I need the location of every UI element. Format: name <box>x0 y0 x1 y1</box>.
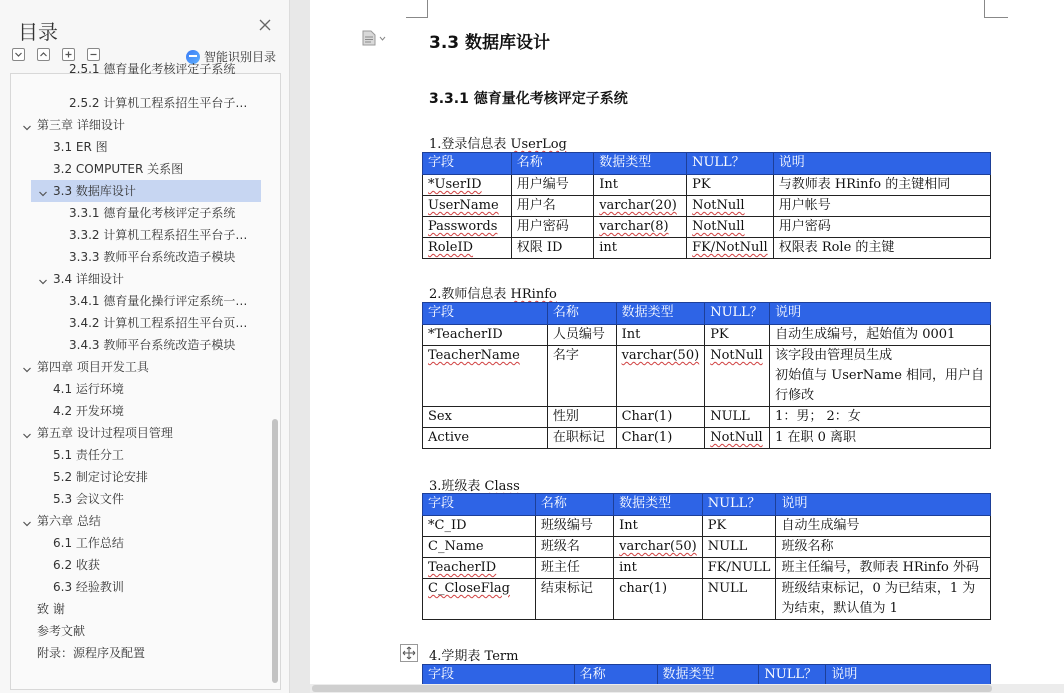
table-caption-term: 4.学期表 Term <box>429 649 519 664</box>
table-row <box>423 428 991 449</box>
table-cell <box>773 175 990 196</box>
toc-item-label: 第五章 设计过程项目管理 <box>37 426 173 440</box>
cell-text: NotNull <box>710 430 763 445</box>
horizontal-scrollbar-thumb[interactable] <box>312 685 992 692</box>
chevron-down-icon[interactable] <box>21 515 33 527</box>
table-cell <box>705 325 770 346</box>
column-header: 说明 <box>826 665 991 687</box>
table-row <box>423 346 991 407</box>
table-cell <box>776 558 991 579</box>
cell-text: 用户名 <box>516 198 556 213</box>
toc-item[interactable] <box>11 290 269 312</box>
cell-text: char(1) <box>619 581 668 596</box>
chevron-down-icon[interactable] <box>21 361 33 373</box>
cell-text: NotNull <box>710 348 763 363</box>
toc-item[interactable] <box>11 62 269 92</box>
table-row <box>423 238 991 259</box>
table-cell <box>773 196 990 217</box>
collapse-all-icon[interactable] <box>37 48 50 61</box>
table-cell <box>423 407 548 428</box>
toc-item-label: 3.3.3 教师平台系统改造子模块 <box>69 250 236 264</box>
cell-text: Char(1) <box>621 430 673 445</box>
toc-item[interactable] <box>11 422 269 444</box>
toc-item-label: 3.3 数据库设计 <box>53 184 136 198</box>
column-header: 数据类型 <box>616 303 705 325</box>
cell-text: RoleID <box>428 240 474 255</box>
toc-item-label: 2.5.2 计算机工程系招生平台子… <box>69 96 248 110</box>
toc-item[interactable] <box>11 642 269 664</box>
cell-text: PK <box>692 177 711 192</box>
table-cell <box>616 346 705 407</box>
cell-text: 用户帐号 <box>778 198 831 213</box>
cell-text: Sex <box>428 409 452 424</box>
document-page[interactable] <box>310 0 1064 693</box>
toc-item[interactable] <box>11 488 269 510</box>
cell-text: 结束标记 <box>540 581 593 596</box>
page-gutter <box>290 0 310 693</box>
cell-text: Active <box>428 430 470 445</box>
cell-text: Int <box>621 327 641 342</box>
cell-text: 1 在职 0 离职 <box>775 430 857 445</box>
cell-text: 用户密码 <box>516 219 569 234</box>
cell-text: 班级编号 <box>540 518 593 533</box>
toc-item-label: 5.2 制定讨论安排 <box>53 470 148 484</box>
table-cell <box>511 238 593 259</box>
table-cell <box>616 428 705 449</box>
toc-item-label: 3.4.2 计算机工程系招生平台页… <box>69 316 248 330</box>
table-cell <box>535 516 613 537</box>
table-cell <box>614 558 703 579</box>
column-header: 名称 <box>547 303 616 325</box>
toc-item-label: 6.3 经验教训 <box>53 580 124 594</box>
table-cell <box>511 175 593 196</box>
chevron-down-icon[interactable] <box>21 427 33 439</box>
table-cell <box>776 516 991 537</box>
toc-item-label: 3.3.2 计算机工程系招生平台子… <box>69 228 248 242</box>
cell-text: *TeacherID <box>428 327 503 342</box>
cell-text: NULL <box>707 581 748 596</box>
toc-panel-title: 目录 <box>18 20 58 44</box>
cell-text: Int <box>619 518 638 533</box>
column-header: 名称 <box>535 494 613 516</box>
table-cell <box>705 428 770 449</box>
table-cell <box>770 325 991 346</box>
table-caption-userlog: 1.登录信息表 UserLog <box>429 137 567 152</box>
table-row <box>423 175 991 196</box>
toc-item[interactable] <box>11 136 269 158</box>
toc-item-label: 4.2 开发环境 <box>53 404 124 418</box>
cell-text: 用户密码 <box>778 219 831 234</box>
cell-text: 权限表 Role 的主键 <box>778 240 895 255</box>
column-header: 说明 <box>773 153 990 175</box>
table-cell <box>616 325 705 346</box>
toc-item[interactable] <box>11 334 269 356</box>
table-cell <box>535 579 613 620</box>
cell-text: NotNull <box>692 219 745 234</box>
table-cell <box>702 516 776 537</box>
toc-item-label: 2.5.1 德育量化考核评定子系统 <box>69 62 236 76</box>
toc-item[interactable] <box>11 400 269 422</box>
table-cell <box>687 175 774 196</box>
table-cell <box>423 238 512 259</box>
cell-text: 班级名 <box>540 539 580 554</box>
table-cell <box>687 196 774 217</box>
toc-item-label: 3.3.1 德育量化考核评定子系统 <box>69 206 236 220</box>
toc-item-label: 致 谢 <box>37 602 65 616</box>
table-cell <box>770 407 991 428</box>
toc-item[interactable] <box>11 576 269 598</box>
column-header: 说明 <box>770 303 991 325</box>
table-cell <box>776 579 991 620</box>
toc-item[interactable] <box>11 114 269 136</box>
cell-text: PK <box>707 518 727 533</box>
toc-item[interactable] <box>11 202 269 224</box>
table-cell <box>702 579 776 620</box>
column-header: 字段 <box>423 303 548 325</box>
table-caption-class: 3.班级表 Class <box>429 479 520 494</box>
table-cell <box>594 196 687 217</box>
class-table <box>422 493 991 620</box>
toc-item[interactable] <box>11 246 269 268</box>
table-row <box>423 407 991 428</box>
table-cell <box>547 346 616 407</box>
column-header: 字段 <box>423 494 536 516</box>
crop-mark-right <box>984 0 1008 18</box>
cell-text: *UserID <box>428 177 482 192</box>
column-header: NULL？ <box>702 494 776 516</box>
table-caption-hrinfo: 2.教师信息表 HRinfo <box>429 287 557 302</box>
toc-item-label: 3.4.3 教师平台系统改造子模块 <box>69 338 236 352</box>
table-cell <box>423 428 548 449</box>
cell-text: 名字 <box>552 348 579 363</box>
cell-text: 自动生成编号 <box>781 518 860 533</box>
table-cell <box>773 238 990 259</box>
horizontal-scrollbar[interactable] <box>310 684 1064 693</box>
cell-text: UserName <box>428 198 499 213</box>
cell-text: PK <box>710 327 729 342</box>
paragraph-menu[interactable] <box>362 30 386 46</box>
toc-item-label: 第四章 项目开发工具 <box>37 360 149 374</box>
table-cell <box>614 579 703 620</box>
cell-text: *C_ID <box>428 518 467 533</box>
cell-text: 在职标记 <box>552 430 605 445</box>
column-header: NULL？ <box>759 665 826 687</box>
table-cell <box>770 346 991 407</box>
crop-mark-left <box>406 0 428 18</box>
table-row <box>423 558 991 579</box>
cell-text: varchar(50) <box>619 539 697 554</box>
table-cell <box>547 325 616 346</box>
toc-item-label: 第六章 总结 <box>37 514 101 528</box>
toc-scrollbar[interactable] <box>272 419 278 683</box>
column-header: 说明 <box>776 494 991 516</box>
table-cell <box>511 217 593 238</box>
toc-item[interactable] <box>11 268 269 290</box>
column-header: 字段 <box>423 665 575 687</box>
table-cell <box>773 217 990 238</box>
cell-text: C_Name <box>428 539 484 554</box>
toc-item[interactable] <box>11 554 269 576</box>
table-move-handle[interactable] <box>400 644 418 662</box>
table-row <box>423 325 991 346</box>
table-row <box>423 537 991 558</box>
table-cell <box>423 516 536 537</box>
table-cell <box>770 428 991 449</box>
table-cell <box>535 558 613 579</box>
cell-text: 该字段由管理员生成 初始值与 UserName 相同，用户自行修改 <box>775 348 985 403</box>
table-cell <box>614 516 703 537</box>
table-cell <box>547 407 616 428</box>
table-cell <box>423 325 548 346</box>
cell-text: int <box>619 560 637 575</box>
smart-toc-label: 智能识别目录 <box>204 50 277 64</box>
hrinfo-table <box>422 302 991 449</box>
column-header: 数据类型 <box>594 153 687 175</box>
section-heading: 3.3 数据库设计 <box>429 33 551 53</box>
toc-item[interactable] <box>11 224 269 246</box>
cell-text: 性别 <box>552 409 579 424</box>
toc-item-label: 3.2 COMPUTER 关系图 <box>53 162 184 176</box>
toc-item-label: 参考文献 <box>37 624 86 638</box>
table-cell <box>687 238 774 259</box>
document-icon <box>362 30 376 46</box>
table-cell <box>594 238 687 259</box>
cell-text: 权限 ID <box>516 240 563 255</box>
chevron-down-icon[interactable] <box>37 273 49 285</box>
column-header: 字段 <box>423 153 512 175</box>
toc-item[interactable] <box>11 312 269 334</box>
table-cell <box>702 537 776 558</box>
table-cell <box>535 537 613 558</box>
table-cell <box>702 558 776 579</box>
cell-text: NotNull <box>692 198 745 213</box>
toc-item-label: 3.4 详细设计 <box>53 272 124 286</box>
toc-item[interactable] <box>11 532 269 554</box>
cell-text: 班级结束标记，0 为已结束，1 为为结束，默认值为 1 <box>781 581 976 616</box>
cell-text: C_CloseFlag <box>428 581 510 596</box>
table-cell <box>423 175 512 196</box>
chevron-down-icon <box>379 36 386 41</box>
column-header: 数据类型 <box>614 494 703 516</box>
table-cell <box>423 579 536 620</box>
chevron-down-icon[interactable] <box>37 185 49 197</box>
toc-item[interactable] <box>11 444 269 466</box>
cell-text: int <box>599 240 617 255</box>
cell-text: 用户编号 <box>516 177 569 192</box>
toc-item-label: 附录：源程序及配置 <box>37 646 146 660</box>
table-row <box>423 516 991 537</box>
toc-item[interactable] <box>11 620 269 642</box>
column-header: NULL？ <box>705 303 770 325</box>
toc-item[interactable] <box>11 356 269 378</box>
table-row <box>423 579 991 620</box>
move-arrows-icon <box>402 646 416 660</box>
table-cell <box>423 537 536 558</box>
cell-text: varchar(20) <box>599 198 677 213</box>
cell-text: Passwords <box>428 219 498 234</box>
toc-item[interactable] <box>11 466 269 488</box>
column-header: NULL？ <box>687 153 774 175</box>
cell-text: NULL <box>707 539 748 554</box>
toc-item-label: 3.1 ER 图 <box>53 140 108 154</box>
toc-item[interactable] <box>11 598 269 620</box>
cell-text: 班主任 <box>540 560 580 575</box>
cell-text: Int <box>599 177 618 192</box>
toc-item-label: 6.1 工作总结 <box>53 536 124 550</box>
table-cell <box>705 346 770 407</box>
cell-text: 与教师表 HRinfo 的主键相同 <box>778 177 951 192</box>
cell-text: Char(1) <box>621 409 673 424</box>
toc-panel <box>0 0 290 693</box>
cell-text: FK/NotNull <box>692 240 768 255</box>
table-cell <box>511 196 593 217</box>
chevron-down-icon[interactable] <box>21 119 33 131</box>
cell-text: 自动生成编号，起始值为 0001 <box>775 327 956 342</box>
subsection-heading: 3.3.1 德育量化考核评定子系统 <box>429 91 628 107</box>
toc-item[interactable] <box>11 158 269 180</box>
table-cell <box>594 217 687 238</box>
toc-item-label: 5.1 责任分工 <box>53 448 124 462</box>
userlog-table <box>422 152 991 259</box>
toc-item[interactable] <box>11 510 269 532</box>
table-cell <box>547 428 616 449</box>
cell-text: varchar(8) <box>599 219 669 234</box>
cell-text: TeacherName <box>428 348 520 363</box>
toc-item-label: 4.1 运行环境 <box>53 382 124 396</box>
table-row <box>423 217 991 238</box>
table-cell <box>614 537 703 558</box>
toc-item-label: 第三章 详细设计 <box>37 118 125 132</box>
table-cell <box>423 558 536 579</box>
toc-item[interactable] <box>11 92 269 114</box>
toc-item-label: 3.4.1 德育量化操行评定系统一… <box>69 294 248 308</box>
cell-text: varchar(50) <box>621 348 700 363</box>
expand-all-icon[interactable] <box>12 48 25 61</box>
cell-text: 1：男； 2：女 <box>775 409 861 424</box>
table-cell <box>687 217 774 238</box>
table-cell <box>705 407 770 428</box>
cell-text: 人员编号 <box>552 327 605 342</box>
cell-text: 班级名称 <box>781 539 834 554</box>
toc-item[interactable] <box>11 378 269 400</box>
table-cell <box>423 217 512 238</box>
table-cell <box>423 196 512 217</box>
table-row <box>423 196 991 217</box>
toc-item-label: 5.3 会议文件 <box>53 492 124 506</box>
toc-item-label: 6.2 收获 <box>53 558 100 572</box>
table-cell <box>594 175 687 196</box>
column-header: 名称 <box>574 665 657 687</box>
close-icon[interactable] <box>258 18 274 34</box>
table-cell <box>616 407 705 428</box>
cell-text: FK/NULL <box>707 560 771 575</box>
table-cell <box>423 346 548 407</box>
toc-item[interactable] <box>31 180 261 202</box>
cell-text: 班主任编号，教师表 HRinfo 外码 <box>781 560 979 575</box>
table-cell <box>776 537 991 558</box>
cell-text: NULL <box>710 409 750 424</box>
column-header: 数据类型 <box>657 665 759 687</box>
cell-text: TeacherID <box>428 560 497 575</box>
column-header: 名称 <box>511 153 593 175</box>
toc-tree <box>10 62 281 690</box>
